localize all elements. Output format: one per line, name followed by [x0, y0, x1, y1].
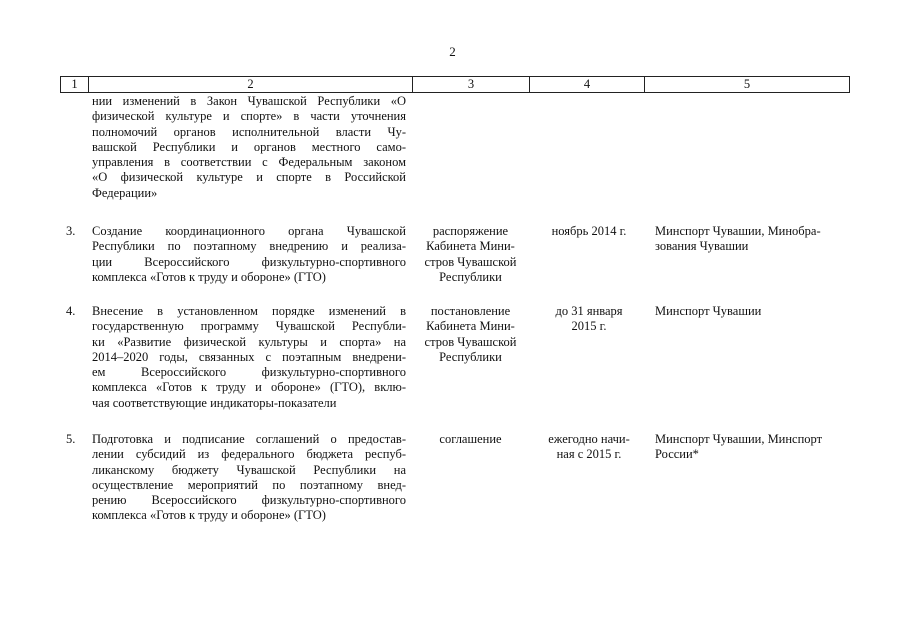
document-line: стров Чувашской: [424, 334, 517, 349]
row-document-type: [412, 432, 529, 447]
description-line: ки «Развитие физической культуры и спорта» на: [92, 334, 406, 349]
description-line: государственную программу Чувашской Республи-: [92, 319, 406, 334]
deadline-line: ноябрь 2014 г.: [551, 224, 627, 238]
row-deadline: [534, 304, 644, 335]
description-line: 2014–2020 годы, связанных с поэтапным внедрени-: [92, 349, 406, 364]
page-number: 2: [449, 44, 456, 59]
description-line: лении субсидий из федерального бюджета респуб-: [92, 447, 406, 462]
row-number: 3.: [66, 224, 76, 238]
row-deadline: [534, 432, 644, 463]
document-line: стров Чувашской: [424, 254, 517, 269]
continuation-line: полномочий органов исполнительной власти Чу-: [92, 124, 406, 139]
row-document-type: [412, 304, 529, 365]
row-number: 5.: [66, 432, 76, 446]
document-line: распоряжение: [432, 224, 509, 238]
description-line: комплекса «Готов к труду и обороне» (ГТО): [92, 269, 326, 284]
deadline-line: до 31 января: [555, 304, 623, 318]
continuation-line: нии изменений в Закон Чувашской Республики «О: [92, 94, 406, 108]
description-line: ликанскому бюджету Чувашской Республики на: [92, 462, 406, 477]
document-line: постановление: [430, 304, 511, 318]
row-responsible: [655, 224, 850, 255]
row-description: [92, 224, 406, 285]
description-line: комплекса «Готов к труду и обороне» (ГТО): [92, 508, 326, 523]
document-line: Республики: [439, 349, 502, 364]
document-line: соглашение: [439, 432, 502, 446]
row-deadline: [534, 224, 644, 239]
document-line: Кабинета Мини-: [426, 239, 515, 254]
deadline-line: ная с 2015 г.: [556, 447, 622, 462]
description-line: осуществление мероприятий по поэтапному внед-: [92, 477, 406, 492]
header-col-1: 1: [61, 77, 89, 92]
header-col-4: 4: [530, 77, 645, 92]
description-line: Внесение в установленном порядке изменений в: [92, 304, 406, 318]
description-line: ем Всероссийского физкультурно-спортивного: [92, 365, 406, 380]
row-responsible: [655, 432, 850, 463]
responsible-line: Минспорт Чувашии, Минспорт: [655, 432, 823, 446]
responsible-line: Минспорт Чувашии: [655, 304, 762, 318]
continuation-line: управления в соответствии с Федеральным законом: [92, 155, 406, 170]
document-line: Кабинета Мини-: [426, 319, 515, 334]
row-description: [92, 432, 406, 524]
description-line: чая соответствующие индикаторы-показатели: [92, 395, 337, 410]
header-col-2: 2: [89, 77, 413, 92]
description-line: Республики по поэтапному внедрению и реализа-: [92, 239, 406, 254]
row-number: 4.: [66, 304, 76, 318]
description-line: рению Всероссийского физкультурно-спортивного: [92, 493, 406, 508]
description-line: ции Всероссийского физкультурно-спортивного: [92, 254, 406, 269]
continuation-text: [92, 94, 406, 201]
responsible-line: России*: [655, 447, 699, 462]
continuation-line: физической культуре и спорте» в части уточнения: [92, 109, 406, 124]
continuation-line: Федерации»: [92, 185, 158, 200]
deadline-line: ежегодно начи-: [548, 432, 630, 446]
responsible-line: зования Чувашии: [655, 239, 749, 254]
row-responsible: [655, 304, 850, 319]
description-line: комплекса «Готов к труду и обороне» (ГТО), вклю-: [92, 380, 406, 395]
header-col-5: 5: [743, 77, 751, 91]
continuation-line: вашской Республики и органов местного само-: [92, 139, 406, 154]
row-description: [92, 304, 406, 411]
responsible-line: Минспорт Чувашии, Минобра-: [655, 224, 821, 238]
row-document-type: [412, 224, 529, 285]
description-line: Подготовка и подписание соглашений о предостав-: [92, 432, 406, 446]
header-col-3: 3: [413, 77, 530, 92]
description-line: Создание координационного органа Чувашской: [92, 224, 406, 238]
document-line: Республики: [439, 269, 502, 284]
continuation-line: «О физической культуре и спорте в Российской: [92, 170, 406, 185]
deadline-line: 2015 г.: [571, 319, 607, 334]
table-header-row: [60, 76, 850, 93]
